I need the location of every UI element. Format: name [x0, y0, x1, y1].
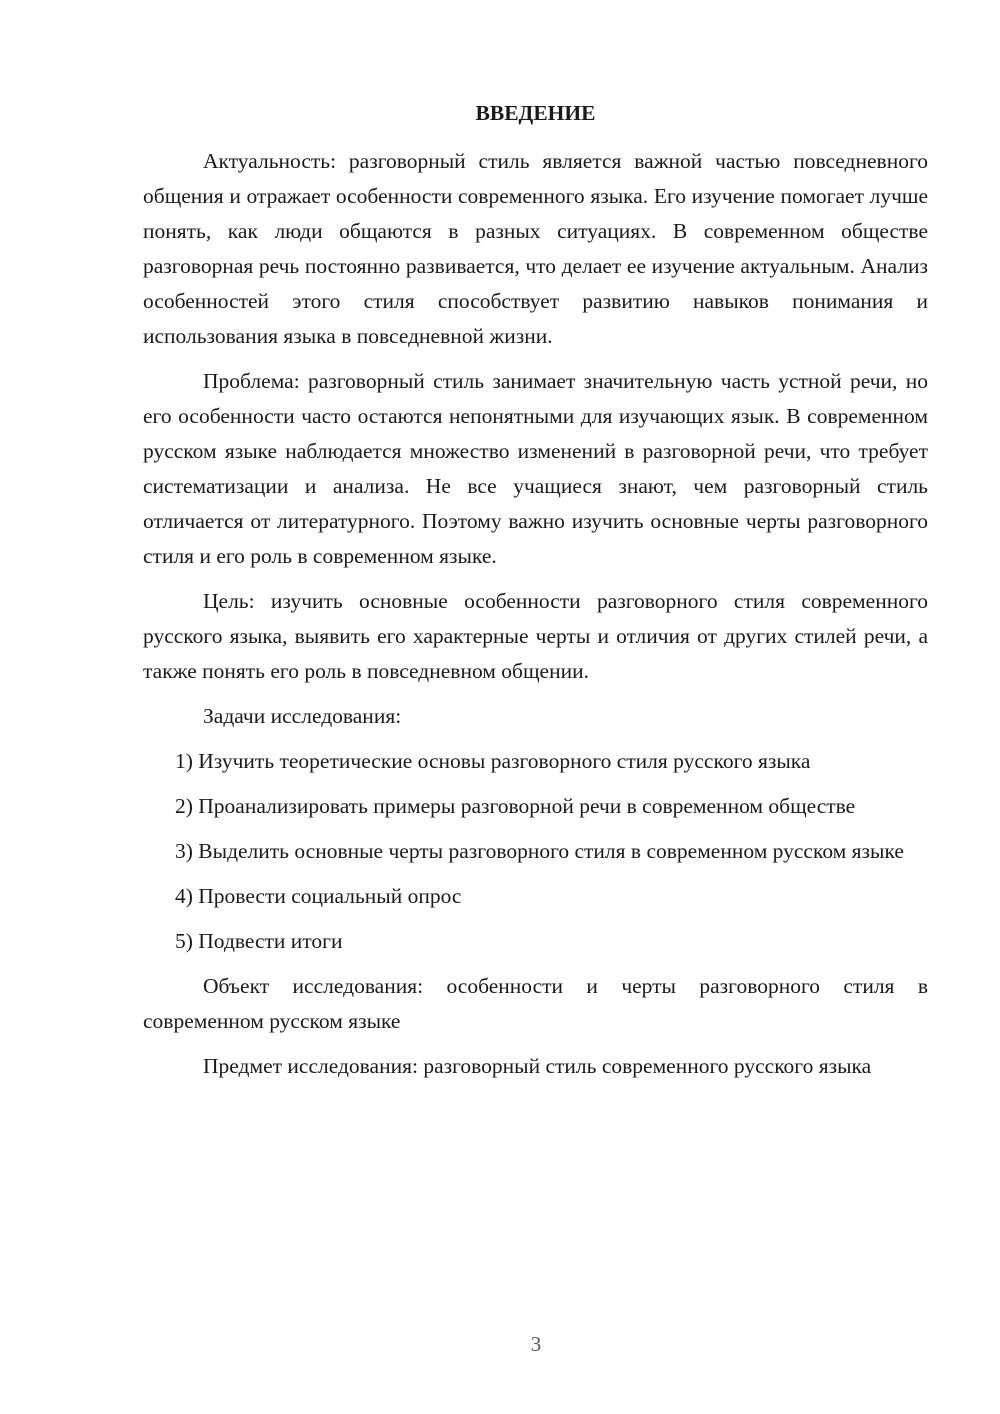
- paragraph-goal: Цель: изучить основные особенности разговорного стиля современного русского языка, выявить его характерные черты и отличия от других стилей речи, а также понять его роль в повседневном общении.: [143, 589, 928, 683]
- paragraph-relevance: Актуальность: разговорный стиль является важной частью повседневного общения и отражает особенности современного языка. Его изучение помогает лучше понять, как люди общаются в разных ситуациях. В современном обществе разговорная речь постоянно развивается, что делает ее изучение актуальным. Анализ особенностей этого стиля способствует развитию навыков понимания и использования языка в повседневной жизни.: [143, 149, 928, 348]
- section-title: ВВЕДЕНИЕ: [475, 101, 596, 125]
- page-body: [143, 96, 928, 1094]
- task-item-2: 2) Проанализировать примеры разговорной речи в современном обществе: [175, 794, 856, 818]
- paragraph-subject: Предмет исследования: разговорный стиль современного русского языка: [203, 1054, 872, 1078]
- paragraph-problem: Проблема: разговорный стиль занимает значительную часть устной речи, но его особенности часто остаются непонятными для изучающих язык. В современном русском языке наблюдается множество изменений в разговорной речи, что требует систематизации и анализа. Не все учащиеся знают, чем разговорный стиль отличается от литературного. Поэтому важно изучить основные черты разговорного стиля и его роль в современном языке.: [143, 369, 928, 568]
- task-item-1: 1) Изучить теоретические основы разговорного стиля русского языка: [175, 749, 811, 773]
- paragraph-tasks-heading: Задачи исследования:: [203, 704, 402, 728]
- paragraph-object: Объект исследования: особенности и черты разговорного стиля в современном русском языке: [143, 974, 928, 1033]
- page-number: 3: [530, 1332, 542, 1356]
- task-item-4: 4) Провести социальный опрос: [175, 884, 462, 908]
- task-item-5: 5) Подвести итоги: [175, 929, 343, 953]
- task-item-3: 3) Выделить основные черты разговорного стиля в современном русском языке: [175, 839, 904, 863]
